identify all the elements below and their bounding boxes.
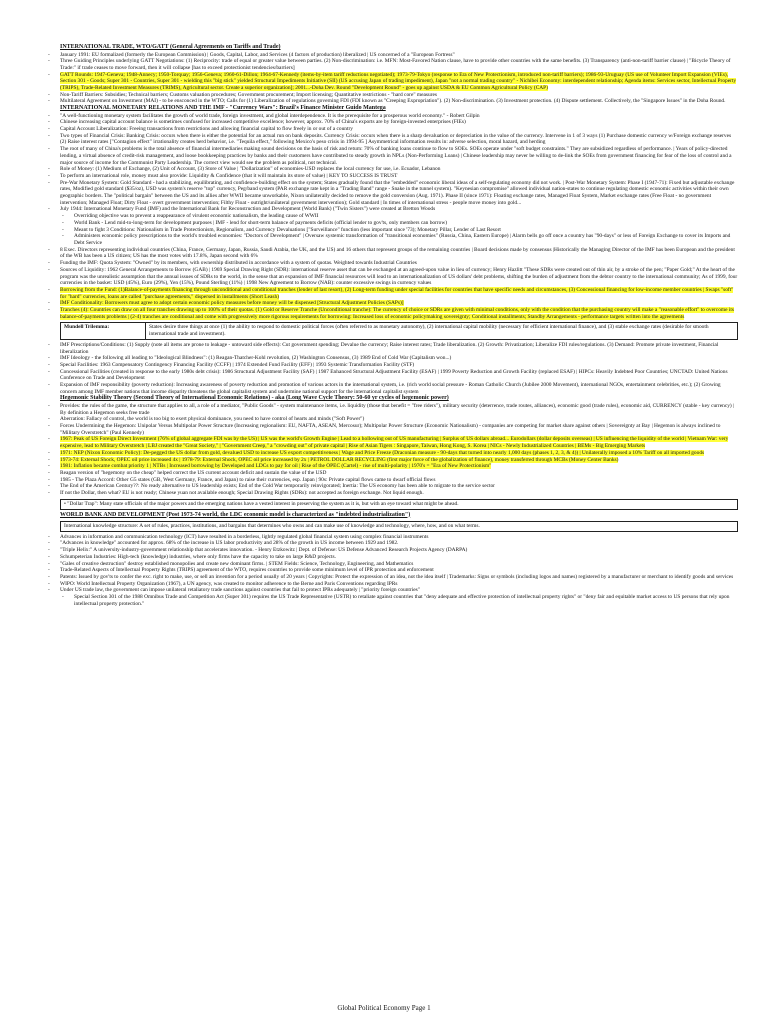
paragraph-item [48, 362, 738, 369]
bullet-dash: - [48, 119, 50, 126]
bullet-dash: - [48, 449, 50, 456]
page-footer: Global Political Economy Page 1 [337, 1004, 431, 1012]
paragraph-item [48, 133, 738, 146]
paragraph-text: Role of Money: (1) Medium of Exchange, (2) Unit of Account, (3) Store of Value | "Dollarization" of economies-USD replaces the local currency for use, i.e. Ecuador, Lebanon [60, 166, 441, 173]
bullet-dash: - [48, 58, 50, 65]
paragraph-text: Advances in information and communication technology (ICT) have resulted in a borderless, lightly regulated global financial system using complex financial instruments [60, 533, 429, 540]
paragraph-text: IMF Ideology - the following all leading to "Ideological Blindness": (1) Reagan-Thatcher-Kohl revolution, (2) Washington Consensus, (3) 1989 End of Cold War (Capitalism won...) [60, 355, 452, 362]
bullet-dash: - [48, 560, 50, 567]
paragraph-item [48, 463, 738, 470]
bullet-dash: - [48, 469, 50, 476]
paragraph-text: Borrowing from the Fund: (1)Balance-of-payments financing through unconditional and conditional tranches (lender of last resort), (2) Long-term funding under special facilities for countries that have specific needs and circumstances, (3) Concessional financing for low-income member countries | Swaps "soft" for "hard" currencies, loans are called "purchase agreements," dispersed in installments (Short Leash) [60, 286, 734, 300]
paragraph-text: Administers economic policy prescriptions to the world's troubled economies: "Doctors of Development" | Oversaw systemic transformation of "transitional economies" (Russia, China, Eastern Europe) | Alarm bells go off once a country has "90-days" or less of Foreign Exchange to cover its Imports and Debt Service [74, 233, 731, 246]
bullet-dash: - [48, 98, 50, 105]
paragraph-text: "A well-functioning monetary system facilitates the growth of world trade, foreign investment, and global interdependence. It is the prerequisite for a prosperous world economy." - Robert Gilpin [60, 112, 480, 119]
paragraph-text: Meant to fight 3 Conditions: Nationalism in Trade Protectionism, Regionalism, and Currency Devaluations ["Surveillance" function (less important since '73); Monetary Pillar, Lender of Last Resort [74, 226, 501, 233]
bullet-dash: - [48, 567, 50, 574]
bullet-dash: - [48, 382, 50, 389]
paragraph-item [48, 355, 738, 362]
bullet-dash: - [48, 166, 50, 173]
paragraph-item [48, 173, 738, 180]
bullet-dash: - [48, 580, 50, 587]
paragraph-item [48, 567, 738, 574]
bullet-dash: - [48, 547, 50, 554]
paragraph-item [48, 247, 738, 260]
paragraph-item [48, 450, 738, 457]
paragraph-text: Concessional Facilities (created in response to the early 1980s debt crisis): 1986 Structural Adjustment Facility (SAF) | 1987 Enhanced Structural Adjustment Facility (ESAF) | 1999 Poverty Reduction and Growth Facility (replaced ESAF) | HIPCs: Heavily Indebted Poor Countries; UNCTAD: United Nations Conference on Trade and Development [60, 368, 728, 382]
bullet-dash: - [48, 456, 50, 463]
paragraph-text: IMF Prescriptions/Conditions: (1) Supply (note all items are prone to leakage - untoward side effects): Cut government spending; Devalue the currency; Raise interest rates; Trade liberalization. (2) Growth: Privatization; Liberalize FDI rules/regulations. (3) Demand: Promote private investment, Financial liberalization [60, 341, 719, 355]
paragraph-item [48, 382, 738, 395]
paragraph-item [48, 58, 738, 71]
paragraph-item [48, 369, 738, 382]
paragraph-text: 1981: Inflation became combat priority 1 | NTBs | Increased borrowing by Developed and LDCs to pay for oil | Rise of the OPEC (Cartel) - rise of multi-polarity | 1970's = "Era of New Protectionism" [60, 463, 492, 470]
bullet-dash: - [62, 219, 64, 226]
bullet-dash: - [48, 553, 50, 560]
paragraph-text: 1971: NEP (Nixon Economic Policy): De-pegged the US dollar from gold, devalued USD to increase US export competitiveness | Wage and Price Freeze (Draconian measure - 90-days that turned into nearly 1,000 days (phases 1, 2, 3, & 4)) | Unilaterally imposed a 10% Tariff on all imported goods [60, 449, 705, 456]
bullet-dash: - [48, 423, 50, 430]
bullet-dash: - [48, 587, 50, 594]
knowledge-structure-box: International knowledge structure: A set of rules, practices, institutions, and bargains that determines who owns and can make use of knowledge and technology, where, how, and on what terms. [60, 521, 738, 532]
paragraph-text: Schumpeterian Industries: High-tech (knowledge) industries, where only firms have the capacity to take on large R&D projects. [60, 553, 336, 560]
paragraph-text: Two types of Financial Crisis: Banking Crisis: occurs when there is either the potential for an actual run on bank deposits. Currency Crisis: occurs when there is a sharp devaluation or depreciation in the value of the currency. Intervene in 1 of 3 ways (1) Purchase domestic currency w/Foreign exchange reserves (2) Raise interest rates ["Contagion effect" irrationality creates herd behavior, i.e. "Tequila effect," following Mexico's peso crisis in 1994-95 ] Asymmetrical information results in: adverse selection, moral hazard, and herding [60, 132, 732, 146]
paragraph-text: 1973-74: External Shock, OPEC oil price increased 4x | 1978-79: External Shock, OPEC oil price increased by 2x | PETROL DOLLAR RECYCLING (first major force of the globalization of finance), money transferred through MCBs (Money Center Banks) [60, 456, 619, 463]
paragraph-text: Expansion of IMF responsibility (poverty reduction): Increasing awareness of poverty reduction and promotion of various actors in the international system, i.e. (rich world social pressure - Roman Catholic Church (Jubilee 2000 Movement), international NGOs, entertainment celebrities, etc.); (2) Growing concern among IMF member nations that income disparity threatens the global capitalist system and undermine national support for the international capitalist system [60, 382, 721, 395]
bullet-dash: - [48, 490, 50, 497]
paragraph-text: "Gales of creative destruction" destroy established monopolies and create new dominant firms. | STEM Fields: Science, Technology, Engineering, and Mathematics [60, 560, 414, 567]
mundell-trilemma-box [60, 322, 738, 339]
section-title-trade: INTERNATIONAL TRADE, WTO/GATT (General Agreements on Tariffs and Trade) [60, 44, 281, 50]
paragraph-text: Non-Tariff Barriers: Subsidies; Technical barriers; Customs valuation procedures; Government procurement; Import licensing; Quantitative restrictions - "hard core" measures [60, 91, 437, 98]
paragraph-item [48, 166, 738, 173]
bullet-dash: - [48, 146, 50, 153]
mundell-label: Mundell Trilemma: [61, 323, 146, 338]
bullet-dash: - [48, 573, 50, 580]
paragraph-text: Tranches (4): Countries can draw on all four tranches drawing up to 100% of their quotas. (1) Gold or Reserve Tranche (Unconditional tranche): The currency of choice or SDRs are given with minimal conditions, only with the condition that the purchasing country will make a "reasonable effort" to overcome its balance-of-payments problems | (2-4) tranches are conditional and come with progressively more rigorous requirements for borrowing: Increased loss of economic policymaking sovereignty; Conditional installments; Standby Arrangements - performance targets written into the agreements [60, 307, 734, 320]
paragraph-text: Funding the IMF: Quota System: "Owned" by its members, with ownership distributed in accordance with a system of quotas. Weighted towards Industrial Countries [60, 260, 417, 267]
bullet-dash: - [48, 436, 50, 443]
dollar-trap-text: "Dollar Trap": Many state officials of the major powers and the emerging nations have a vested interest in preserving the system as it is, but with an eye toward what might be ahead. [67, 500, 459, 507]
paragraph-text: GATT Rounds: 1947-Geneva; 1948-Annecy; 1950-Torquay; 1956-Geneva; 1960-61-Dillon; 1964-67-Kennedy (items-by-item tariff reductions negotiated); 1973-79-Tokyo (response to Era of New Protectionism, introduced non-tariff barriers); 1986-93-Uruguay (US use of Volunteer Import Expansion (VIEs), Section 301 - Goods; Super 301 - Countries, Super 301 - wielding this "big stick" yielded Structural Impediments Initiative (SII) (US accusing Japan of trading impediment), Japan "not a normal trading country" - Nichibei Economy: interdependent relationship; Agenda items: Services sector, Intellectual Property (TRIPS), Trade-Related Investment Measures (TRIMS), Agricultural sector. Create a superior organization]; 2001...-Doha Dev. Round "Development Round" - goes up against USDA & EU Common Agricultural Policy (CAP) [60, 71, 737, 92]
paragraph-text: "Triple Helix:" A university-industry-government relationship that accelerates innovation. - Henry Etzkowitz | Dept. of Defense: US Defense Advanced Research Projects Agency (DARPA) [60, 547, 468, 554]
paragraph-text: IMF Conditionality: Borrowers must agree to adopt certain economic policy measures before money will be dispensed [Structural Adjustment Policies (SAPs)] [60, 300, 404, 307]
paragraph-text: Under US trade law, the government can impose unilateral retaliatory trade sanctions against countries that fail to protect IPRs adequately | "priority foreign countries" [60, 587, 420, 594]
paragraph-text: January 1991: EU formalized (formerly the European Commission) | Goods, Capital, Labor, and Services (4 factors of production) liberalized | US concerned of a "European Fortress" [60, 51, 455, 58]
document-page [48, 44, 738, 607]
paragraph-text: Aberration: Fallacy of control, the world is too big to exert physical dominance, you need to have control of hearts and minds ("Soft Power") [60, 416, 365, 423]
bullet-dash: - [62, 233, 64, 240]
bullet-dash: - [48, 246, 50, 253]
bullet-dash: - [48, 355, 50, 362]
paragraph-text: 1985 - The Plaza Accord: Other G5 states (GB, West Germany, France, and Japan) to raise their currencies, esp. Japan | 90s: Private capital flows came to dwarf official flows [60, 476, 436, 483]
bullet-dash: - [48, 476, 50, 483]
bullet-dash: - [48, 71, 50, 78]
bullet-dash: - [48, 368, 50, 375]
bullet-dash: - [48, 361, 50, 368]
paragraph-text: The End of the American Century??: No ready alternative to US leadership exists; End of the Cold War temporarily reinvigorated; Inertia: The US economy has been able to migrate to the service sector [60, 483, 495, 490]
paragraph-item [48, 220, 738, 227]
bullet-dash: - [48, 416, 50, 423]
bullet-dash: - [62, 213, 64, 220]
paragraph-text: 1967: Peak of US Foreign Direct Investment (76% of global aggregate FDI was by the US) | US was the world's Growth Engine | Lead to a hollowing out of US manufacturing | Surplus of US dollars abroad... Eurodollars (dollar deposits overseas) | US influencing the liquidity of the world | Vietnam War: very expensive, lead to Military Overstretch | LBJ created the "Great Society," | "Government Creep," a "crowding out" of private capital | Rise of Asian Tigers : Singapore, Taiwan, Hong Kong, S. Korea | NICs - Newly Industrialized Countries | BEMs - Big Emerging Markets [60, 436, 729, 450]
paragraph-item [48, 267, 738, 287]
paragraph-text: Trade-Related Aspects of Intellectual Property Rights (TRIPS) agreement of the WTO, requires countries to provide some minimum level of IPR protection and enforcement [60, 567, 434, 574]
paragraph-item [48, 98, 738, 105]
section-title-worldbank: WORLD BANK AND DEVELOPMENT (Post 1973-74 world, the LDC economic model is characterized as "indebted industrialization") [60, 511, 411, 518]
paragraph-text: Special Facilities: 1963 Compensatory Contingency Financing Facility (CCFF) | 1974 Extended Fund Facility (EFF) | 1993 Systemic Transformation Facility (STF) [60, 361, 415, 368]
bullet-dash: - [48, 286, 50, 293]
bullet-dash: - [62, 226, 64, 233]
paragraph-item [48, 126, 738, 133]
super-301-text: Special Section 301 of the 1988 Omnibus Trade and Competition Act (Super 301) requires the US Trade Representative (USTR) to retaliate against countries that "deny adequate and effective protection of intellectual property rights" or "deny fair and equitable market access to US persons that rely upon intellectual property protection." [74, 594, 730, 607]
paragraph-item [48, 547, 738, 554]
dollar-trap-box: • "Dollar Trap": Many state officials of the major powers and the emerging nations have a vested interest in preserving the system as it is, but with an eye toward what might be ahead. [60, 499, 738, 510]
super-301-item: - Special Section 301 of the 1988 Omnibus Trade and Competition Act (Super 301) requires the US Trade Representative (USTR) to retaliate against countries that "deny adequate and effective protection of intellectual property rights" or "deny fair and equitable market access to US persons that rely upon intellectual property protection." [62, 594, 730, 607]
paragraph-item [48, 233, 738, 246]
paragraph-text: "Advances in knowledge" accounted for approx. 68% of the increase in US labor productivity and 28% of the growth in US income between 1929 and 1982. [60, 540, 399, 547]
bullet-dash: - [48, 91, 50, 98]
bullet-dash: - [48, 112, 50, 119]
paragraph-text: July 1944: International Monetary Fund (IMF) and the International Bank for Reconstruction and Development (World Bank) ("Twin Sisters") were created at Bretton Woods [60, 206, 436, 213]
paragraph-text: Multilateral Agreement on Investment (MAI) - to be ensconced in the WTO; Calls for (1) Liberalization of regulations governing FDI (FDI known as "Creeping Expropriation"). (2) Non-discrimination. (3) Investment protection. (4) Dispute settlement. Collectively, the "Singapore Issues" in the Doha Round. [60, 98, 726, 105]
section-title-monetary: INTERNATIONAL MONETARY RELATIONS AND THE IMF - "Currency Wars": Brazil's Finance Minister Guido Mantega [60, 105, 386, 112]
paragraph-item [48, 470, 738, 477]
mundell-text: States desire three things at once (1) the ability to respond to domestic political forces (often referred to as monetary autonomy), (2) international capital mobility (necessary for efficient international finance), and (3) stable exchange rates (desirable for smooth international trade and investment). [149, 324, 709, 338]
paragraph-item [48, 307, 738, 320]
paragraph-text: 8 Exec. Directors representing individual countries (China, France, Germany, Japan, Russia, Saudi Arabia, the UK, and the US) and 16 others that represent groups of the remaining countries | Board decisions made by consensus |Historically the Managing Director of the IMF has been European and the president of the WB has been a US citizen; US has the most votes with 17.8%, Japan second with 6% [60, 246, 735, 260]
bullet-dash: - [48, 300, 50, 307]
paragraph-item [48, 574, 738, 581]
paragraph-item [48, 554, 738, 561]
bullet-dash: - [48, 206, 50, 213]
bullet-dash: - [48, 172, 50, 179]
bullet-dash: - [48, 126, 50, 133]
bullet-dash: - [48, 179, 50, 186]
section-title-hegemonic: Hegemonic Stability Theory (Second Theory of International Economic Relations) - aka (Long Wave Cycle Theory: 50-60 yr cycles of hegemonic power) [60, 395, 449, 402]
paragraph-item [48, 423, 738, 436]
paragraph-text: If not the Dollar, then what? EU is not ready; Chinese yuan not available enough; Special Drawing Rights (SDRs): not accepted as foreign exchange. Not liquid enough. [60, 490, 424, 497]
paragraph-text: Overriding objective was to prevent a reappearance of virulent economic nationalism, the leading cause of WWII [74, 213, 319, 220]
paragraph-item [48, 180, 738, 207]
paragraph-text: Three Guiding Principles underlying GATT Negotiations: (1) Reciprocity: trade of equal or greater value between parties. (2) Non-discrimination: i.e. MFN: Most-Favored Nation clause, have to provide other countries with the same benefits. (3) Transparency (anti-non-tariff barrier clause) | "Bicycle Theory of Trade:" if trade ceases to move forward, then it will collapse [has to exceed protectionist tendencies/barriers] [60, 58, 731, 71]
paragraph-text: Chinese increasing capital account balance is sometimes confused for increased competitive excellence; however, approx. 70% of China's exports are by foreign-invested enterprises (FIEs) [60, 119, 466, 126]
paragraph-text: WIPO: World Intellectual Property Organization (1967), a UN agency, was created to monitor adherence to the Berne and Paris Conventions regarding IPRs [60, 580, 398, 587]
bullet-dash: - [48, 402, 50, 409]
paragraph-item [48, 146, 738, 166]
paragraph-item [48, 260, 738, 267]
paragraph-text: World Bank - Lend mid-to-long-term for development purposes | IMF - lend for short-term balance of payments deficits (official lender to gov'ts, only members can borrow) [74, 219, 448, 226]
paragraph-text: Provides: the rules of the game, the structure that applies to all, a role of a mediator, "Public Goods" - system maintenance items, i.e. liquidity (those that benefit = "free riders"), military security (deterrence, trade routes, alliances), economic good (trade rules), economic aid, CURRENCY (stable - key currency) | By definition a Hegemon seeks free trade [60, 402, 735, 416]
bullet-dash: - [48, 260, 50, 267]
bullet-dash: - [48, 483, 50, 490]
bullet-dash: - [48, 132, 50, 139]
paragraph-item [48, 490, 738, 497]
bullet-dash: - [48, 266, 50, 273]
paragraph-item [48, 72, 738, 92]
bullet-dash: - [48, 540, 50, 547]
paragraph-item [48, 403, 738, 416]
paragraph-text: Pre-War Monetary System: Gold Standard - had a stabilizing, equilibrating, and confidence-building effect on the system; States gradually found that the "embedded" economic liberal ideas of a self-regulating economy did not work. | Post-War Monetary System: Phase I (1947-71): Fixed but adjustable exchange rates, Modified gold standard ($35/oz), USD was system's reserve "top" currency, Peg/band system (PAR exchange rate kept in a "Trading Band" range - Snake in the tunnel system). "Keynesian compromise" allowed individual nation-states to continue regulating domestic economic activities within their own geographic borders. The "political bargain" between the US and its allies after WWII became unworkable, Nixon unilaterally decided to remove the gold conversion (Aug. 1971). Phase II (since 1971): Floating exchange rates, Managed Float System, Market exchange rates (Free Float - no government intervention; Managed Float; Dirty Float - overt government intervention; Filthy Float - outright/unilateral government intervention); Gold standard | In times of international stress - people move money into gold... [60, 179, 735, 206]
bullet-dash: - [48, 463, 50, 470]
paragraph-text: Sources of Liquidity: 1962 General Arrangements to Borrow (GAB) | 1969 Special Drawing Right (SDR): international reserve asset that can be exchanged at an agreed-upon value in lieu of currency; Henry Hazlitt "These SDRs were created out of thin air, by a stroke of the pen; "Paper Gold;" At the heart of the program was the unrealistic assumption that the annual issues of SDRs to the world, in the sense that an expansion of IMF financial resources will lead to an internationalization of US dollars' debt problems, shifting the burden of adjustment from the debtor country to the international community; As of 1999, four currencies in the basket: USD (45%), Euro (29%), Yen (15%), Pound Sterling (11%) | 1998 New Agreement to Borrow (NAB): counter excessive swings in currency values [60, 266, 738, 287]
paragraph-item [48, 287, 738, 300]
paragraph-text: Forces Undermining the Hegemon: Unipolar Versus Multipolar Power Structure (Increasing regionalism: EU, NAFTA, ASEAN, Mercosur); Multipolar Power Structure (Economic Nationalism) - companies are competing for market share against others | Sovereignty at Bay | Hegemon is always inclined to "Military Overstretch" (Paul Kennedy) [60, 423, 721, 436]
bullet-dash: - [48, 51, 50, 58]
paragraph-item [48, 342, 738, 355]
paragraph-text: Patents: Issued by gov'ts to confer the exc. right to make, use, or sell an invention for a period usually of 20 years | Copyrights: Protect the expression of an idea, not the idea itself | Trademarks: Signs or symbols (including logos and names) registered by a manufacturer or merchant to identify goods and services [60, 573, 734, 580]
bullet-dash: - [48, 307, 50, 314]
bullet-dash: - [48, 533, 50, 540]
paragraph-text: Reagan version of "hegemony on the cheap" helped correct the US current account deficit and sustain the value of the USD [60, 469, 327, 476]
bullet-dash: - [48, 341, 50, 348]
paragraph-item [48, 436, 738, 449]
paragraph-text: Capital Account Liberalization: Freeing transactions from restrictions and allowing financial capital to flow freely in or out of a country [60, 126, 353, 133]
paragraph-text: The root of many of China's problems is the total absence of financial intermediaries making sound decisions on the basis of risk and return: 70% of banking loans continue to flow to SOEs. SOEs operate under "soft budget constraints." They are subsidized regardless of performance. | Years of policy-directed lending, a virtual absence of credit-risk management, and loose bookkeeping practices by banks and their customers have contributed to steady growth in NPLs (Non-Performing Loans) | Chinese leadership may never be willing to de-link the SOEs from government financing for fear of the loss of control and a major source of income for the Communist Party Leadership. The correct view would see the problem as political, not technical. [60, 146, 732, 166]
paragraph-item [48, 300, 738, 307]
paragraph-item [48, 213, 738, 220]
paragraph-text: To perform an international role, money must also provide: Liquidity & Confidence (that it will maintain its store of value) | KEY TO SUCCESS IS TRUST [60, 172, 398, 179]
